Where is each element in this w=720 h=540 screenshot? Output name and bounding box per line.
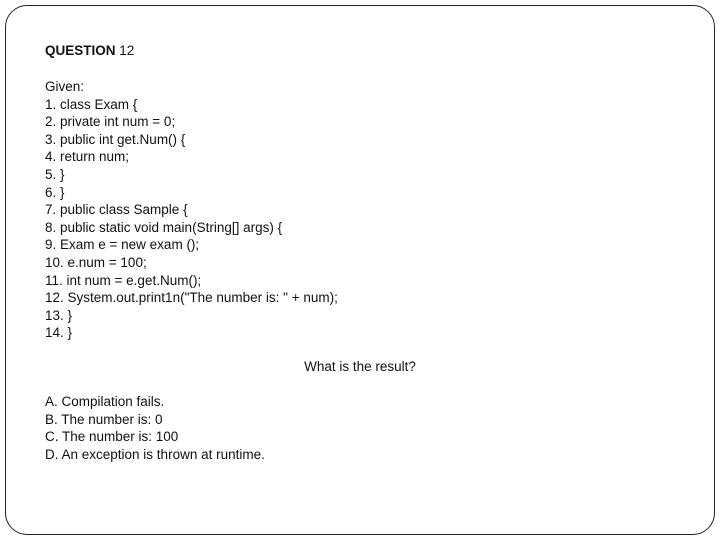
code-line: 4. return num; <box>45 149 130 165</box>
code-line: Given: <box>45 79 85 94</box>
code-line: 2. private int num = 0; <box>45 114 176 130</box>
code-line: 13. } <box>45 307 73 323</box>
answer-option-a: A. Compilation fails. <box>45 394 165 409</box>
code-line: 6. } <box>45 184 65 200</box>
code-line: 8. public static void main(String[] args) { <box>45 219 283 235</box>
code-line: 9. Exam e = new exam (); <box>45 237 200 253</box>
answer-option-d: D. An exception is thrown at runtime. <box>45 446 265 462</box>
question-number: 12 <box>119 43 135 58</box>
answer-option-c: C. The number is: 100 <box>45 429 179 445</box>
code-line: 14. } <box>45 325 73 341</box>
code-line: 10. e.num = 100; <box>45 254 147 270</box>
code-line: 1. class Exam { <box>45 96 138 112</box>
question-label: QUESTION <box>45 43 116 58</box>
answer-options <box>45 393 265 463</box>
code-line: 7. public class Sample { <box>45 202 188 218</box>
question-title <box>45 42 134 59</box>
code-line: 3. public int get.Num() { <box>45 131 186 147</box>
code-listing <box>45 78 338 342</box>
code-line: 12. System.out.print1n("The number is: " + num); <box>45 290 338 306</box>
code-line: 5. } <box>45 166 65 182</box>
question-prompt: What is the result? <box>304 359 416 374</box>
answer-option-b: B. The number is: 0 <box>45 411 163 427</box>
code-line: 11. int num = e.get.Num(); <box>45 272 202 288</box>
